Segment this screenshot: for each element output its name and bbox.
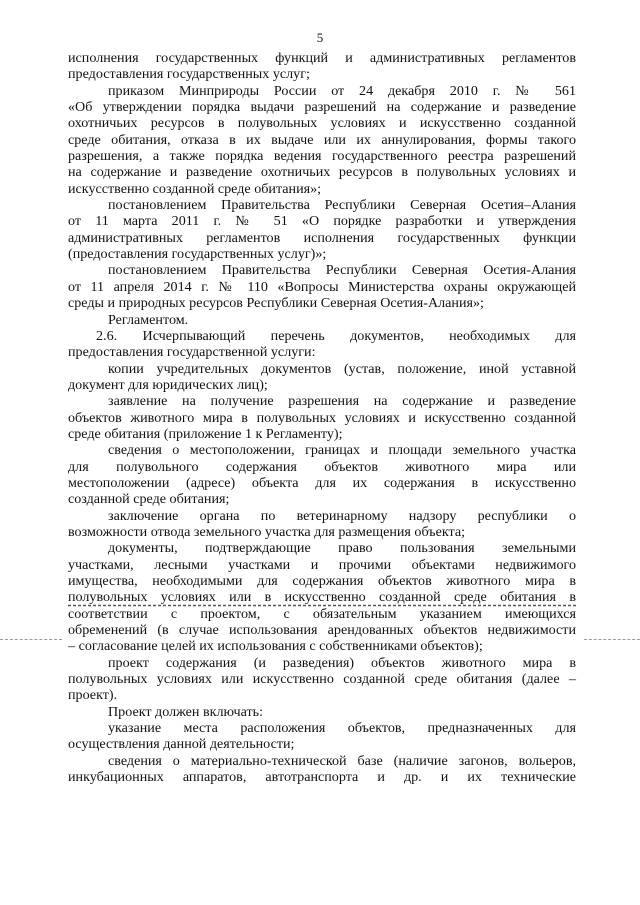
text-line: заявление на получение разрешения на содержание и разведение <box>108 393 576 410</box>
text-line: указание места расположения объектов, предназначенных для <box>108 720 576 737</box>
text-line: на содержание и разведение охотничьих ресурсов в полувольных условиях и <box>68 164 576 181</box>
page-number: 5 <box>316 30 324 45</box>
text-line: среде обитания (приложение 1 к Регламенту); <box>68 425 343 442</box>
text-line: постановлением Правительства Республики Северная Осетия–Алания <box>108 197 576 214</box>
text-line: копии учредительных документов (устав, положение, иной уставной <box>108 360 576 377</box>
text-line: приказом Минприроды России от 24 декабря 2010 г. № 561 <box>108 82 576 99</box>
text-line: соответствии с проектом, с обязательным указанием имеющихся <box>68 605 576 622</box>
fold-mark-right <box>584 639 640 640</box>
text-line: постановлением Правительства Республики Северная Осетия-Алания <box>108 262 576 279</box>
text-line: охотничьих ресурсов в полувольных условиях и искусственно созданной <box>68 115 576 132</box>
text-line: сведения о материально-технической базе (наличие загонов, вольеров, <box>108 752 576 769</box>
fold-mark-left <box>0 639 62 640</box>
text-line: предоставления государственной услуги: <box>68 344 316 361</box>
text-line: местоположении (адресе) объекта для их содержания в искусственно <box>68 474 576 491</box>
text-line: проект содержания (и разведения) объектов животного мира в <box>108 654 576 671</box>
document-body <box>68 50 576 785</box>
text-line: сведения о местоположении, границах и площади земельного участка <box>108 442 576 459</box>
text-line: участками, лесными участками и прочими объектами недвижимого <box>68 556 576 573</box>
text-line: обременений (в случае использования арендованных объектов недвижимости <box>68 622 576 639</box>
text-line: административных регламентов исполнения государственных функции <box>68 229 576 246</box>
text-line: разрешения, а также порядка ведения государственного реестра разрешений <box>68 148 576 165</box>
text-line: среды и природных ресурсов Республики Северная Осетия-Алания»; <box>68 295 484 312</box>
text-line: осуществления данной деятельности; <box>68 736 295 753</box>
text-line: среде обитания, отказа в их выдаче или их аннулирования, формы такого <box>68 131 576 148</box>
text-line: исполнения государственных функций и административных регламентов <box>68 50 576 66</box>
text-line: «Об утверждении порядка выдачи разрешений на содержание и разведение <box>68 99 576 116</box>
text-line: созданной среде обитания; <box>68 491 230 508</box>
text-line: – согласование целей их использования с собственниками объектов); <box>68 638 483 655</box>
text-line: заключение органа по ветеринарному надзору республики о <box>108 507 576 524</box>
text-line: документ для юридических лиц); <box>68 376 268 393</box>
text-line: документы, подтверждающие право пользования земельными <box>108 540 576 557</box>
text-line: имущества, необходимыми для содержания объектов животного мира в <box>68 573 576 589</box>
text-line: возможности отвода земельного участка для размещения объекта; <box>68 523 466 540</box>
text-line: (предоставления государственных услуг)»; <box>68 246 327 263</box>
text-line: искусственно созданной среде обитания»; <box>68 180 322 197</box>
text-line: полувольных условиях или искусственно созданной среде обитания (далее – <box>68 671 576 688</box>
text-line: объектов животного мира в полувольных условиях и искусственно созданной <box>68 409 576 426</box>
text-line: инкубационных аппаратов, автотранспорта и др. и их технические <box>68 769 576 786</box>
text-line: полувольных условиях или в искусственно созданной среде обитания в <box>68 589 576 606</box>
text-line: предоставления государственных услуг; <box>68 66 310 83</box>
text-line: Регламентом. <box>108 311 189 328</box>
text-line: проект). <box>68 687 118 704</box>
text-line: 2.6. Исчерпывающий перечень документов, необходимых для <box>96 327 576 344</box>
text-line: от 11 апреля 2014 г. № 110 «Вопросы Министерства охраны окружающей <box>68 278 576 295</box>
text-line: для полувольного содержания объектов животного мира или <box>68 458 576 475</box>
text-line: от 11 марта 2011 г. № 51 «О порядке разработки и утверждения <box>68 213 576 230</box>
text-line: Проект должен включать: <box>108 703 263 720</box>
